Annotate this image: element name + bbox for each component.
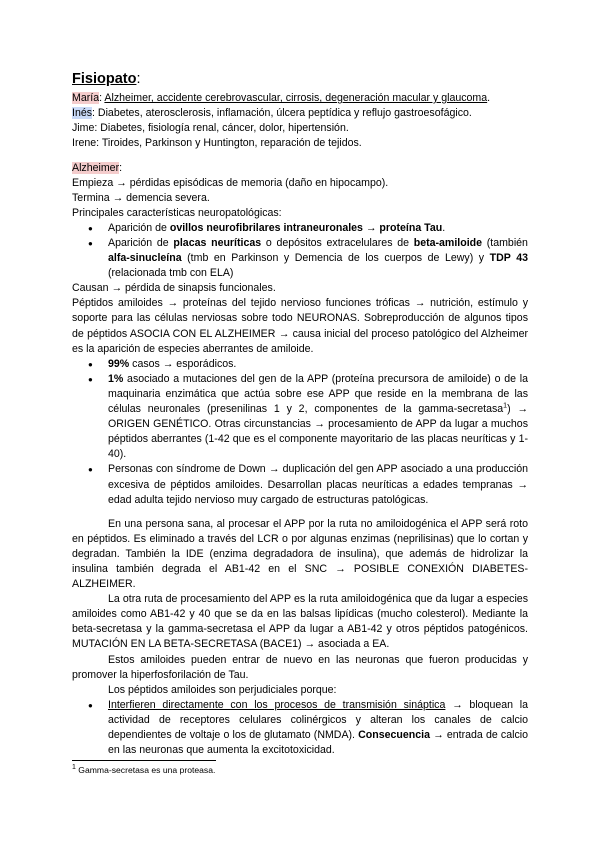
ends-line: Termina → demencia severa. [72, 192, 210, 204]
assignment-jime [72, 121, 528, 136]
causes-line: Causan → pérdida de sinapsis funcionales. [72, 282, 276, 295]
footnote [72, 764, 528, 777]
list-item: ● Personas con síndrome de Down → duplicación del gen APP asociado a una producción excesiva de péptidos amiloides. Desarrollan placas neuríticas a edades tempranas → edad adulta tejido nervioso muy cargado de estructuras patológicas. [72, 462, 528, 507]
list-item: ● Aparición de placas neuríticas o depósitos extracelulares de beta-amiloide (también alfa-sinucleína (tmb en Parkinson y Demencia de los cuerpos de Lewy) y TDP 43 (relacionada tmb con ELA) [72, 236, 528, 281]
footnote-divider [72, 760, 216, 761]
assignee-name: María [72, 92, 100, 104]
assignee-name: Irene [72, 137, 97, 149]
list-item: ● Aparición de ovillos neurofibrilares intraneuronales → proteína Tau. [72, 221, 528, 236]
paragraph-healthy: En una persona sana, al procesar el APP por la ruta no amiloidogénica el APP será roto en péptidos. Es eliminado a través del LCR o por algunas enzimas (neprilisinas) que lo cortan y degradan. También la IDE (enzima degradadora de insulina), que además de hidrolizar la insulina también degrada el AB1-42 en el SNC → POSIBLE CONEXIÓN DIABETES-ALZHEIMER. [72, 517, 528, 591]
list-item: ● 99% casos → esporádicos. [72, 357, 528, 372]
paragraph-amyloidogenic: La otra ruta de procesamiento del APP es la ruta amiloidogénica que da lugar a especies amiloides como AB1-42 y 40 que se da en las balsas lipídicas (mucho colesterol). Mediante la beta-secretasa y la gamma-secretasa el APP da lugar a AB1-42 y otros péptidos patogénicos. MUTACIÓN EN LA BETA-SECRETASA (BACE1) → asociada a EA. [72, 593, 528, 651]
list-item: ● Interfieren directamente con los procesos de transmisión sináptica → bloquean la actividad de receptores celulares colinérgicos y alteran los canales de calcio dependientes de voltaje o los de glutamato (NMDA). Consecuencia → entrada de calcio en las neuronas que aumenta la excitotoxicidad. [72, 698, 528, 758]
title-colon: : [136, 71, 141, 87]
cases-list [72, 357, 528, 508]
assignment-topics: Alzheimer, accidente cerebrovascular, cirrosis, degeneración macular y glaucoma [104, 92, 488, 104]
document-body [72, 68, 528, 758]
footnote-ref[interactable]: 1 [503, 402, 508, 410]
assignment-ines [72, 106, 528, 121]
list-item: ● 1% asociado a mutaciones del gen de la APP (proteína precursora de amiloide) o de la maquinaria enzimática que actúa sobre ese APP que reside en la membrana de las células neuronales (presenilinas 1 y 2, componentes de la gamma-secretasa$^1$) → ORIGEN GENÉTICO. Otras circunstancias → procesamiento de APP da lugar a muchos péptidos aberrantes (1-42 que es el componente mayoritario de las placas neuríticas y 1-40). [72, 372, 528, 463]
starts-line: Empieza → pérdidas episódicas de memoria (daño en hipocampo). [72, 177, 389, 189]
assignment-maria: María: Alzheimer, accidente cerebrovascular, cirrosis, degeneración macular y glaucoma. [72, 92, 491, 104]
assignee-name: Jime [72, 122, 95, 134]
assignment-topics: : Diabetes, aterosclerosis, inflamación, úlcera peptídica y reflujo gastroesofágico. [92, 107, 472, 119]
assignment-topics: : Tiroides, Parkinson y Huntington, reparación de tejidos. [96, 137, 362, 149]
assignment-irene [72, 136, 528, 151]
footnote-number: 1 [72, 764, 76, 772]
harm-list [72, 698, 528, 758]
peptides-paragraph: Péptidos amiloides → proteínas del tejido nervioso funciones tróficas → nutrición, estímulo y soporte para las células nerviosas sobre todo NEURONAS. Sobreproducción de algunos tipos de péptidos ASOCIA CON EL ALZHEIMER → causa inicial del proceso patológico del Alzheimer es la aparición de especies aberrantes de amiloide. [72, 297, 528, 355]
section-heading: Alzheimer: [72, 162, 123, 174]
section-title: Alzheimer [72, 162, 120, 174]
harm-intro: Los péptidos amiloides son perjudiciales porque: [108, 683, 337, 696]
features-intro: Principales características neuropatológicas: [72, 207, 282, 219]
assignment-topics: : Diabetes, fisiología renal, cáncer, dolor, hipertensión. [94, 122, 349, 134]
assignee-name: Inés [72, 107, 93, 119]
footnote-text: Gamma-secretasa es una proteasa. [75, 765, 216, 775]
paragraph-reentry: Estos amiloides pueden entrar de nuevo en las neuronas que fueron producidas y promover la hiperfosforilación de Tau. [72, 653, 528, 681]
features-list [72, 221, 528, 281]
heading [72, 68, 528, 90]
page-title: Fisiopato [72, 71, 137, 87]
